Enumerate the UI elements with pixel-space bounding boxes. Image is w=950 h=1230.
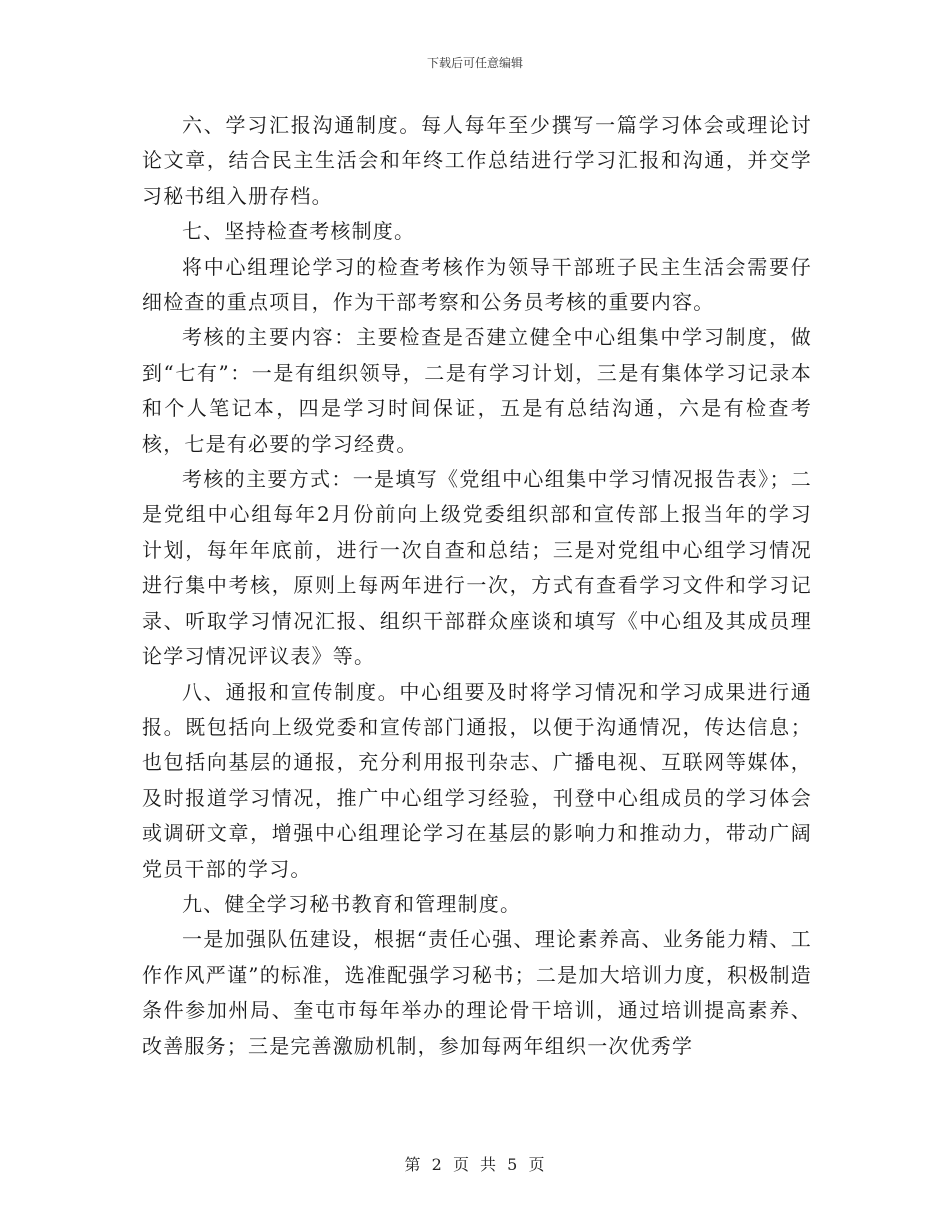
paragraph-section-6: 六、学习汇报沟通制度。每人每年至少撰写一篇学习体会或理论讨论文章，结合民主生活会和年终工作总结进行学习汇报和沟通，并交学习秘书组入册存档。 [142,113,812,208]
paragraph-section-7-body: 将中心组理论学习的检查考核作为领导干部班子民主生活会需要仔细检查的重点项目，作为干部考察和公务员考核的重要内容。 [142,254,812,315]
page-footer [0,1152,950,1175]
footer-prefix: 第 [404,1155,422,1174]
footer-suffix: 页 [528,1155,546,1174]
paragraph-section-9-heading: 九、健全学习秘书教育和管理制度。 [182,891,522,916]
footer-current-page: 2 [431,1155,443,1174]
paragraph-section-9-body: 一是加强队伍建设，根据“责任心强、理论素养高、业务能力精、工作作风严谨”的标准，选准配强学习秘书；二是加大培训力度，积极制造条件参加州局、奎屯市每年举办的理论骨干培训，通过培训提高素养、改善服务；三是完善激励机制，参加每两年组织一次优秀学 [142,927,812,1058]
document-body [142,108,812,1064]
footer-total-prefix: 共 [480,1155,498,1174]
paragraph-section-7-heading: 七、坚持检查考核制度。 [182,219,416,244]
header-note: 下载后可任意编辑 [426,56,523,70]
paragraph-assessment-methods: 考核的主要方式：一是填写《党组中心组集中学习情况报告表》；二是党组中心组每年2月份前向上级党委组织部和宣传部上报当年的学习计划，每年年底前，进行一次自查和总结；三是对党组中心组学习情况进行集中考核，原则上每两年进行一次，方式有查看学习文件和学习记录、听取学习情况汇报、组织干部群众座谈和填写《中心组及其成员理论学习情况评议表》等。 [142,467,812,669]
paragraph-assessment-content: 考核的主要内容：主要检查是否建立健全中心组集中学习制度，做到“七有”：一是有组织领导，二是有学习计划，三是有集体学习记录本和个人笔记本，四是学习时间保证，五是有总结沟通，六是有检查考核，七是有必要的学习经费。 [142,325,812,456]
footer-total-pages: 5 [507,1155,519,1174]
paragraph-section-8: 八、通报和宣传制度。中心组要及时将学习情况和学习成果进行通报。既包括向上级党委和宣传部门通报，以便于沟通情况，传达信息；也包括向基层的通报，充分利用报刊杂志、广播电视、互联网等媒体，及时报道学习情况，推广中心组学习经验，刊登中心组成员的学习体会或调研文章，增强中心组理论学习在基层的影响力和推动力，带动广阔党员干部的学习。 [142,679,812,881]
footer-page-word: 页 [452,1155,470,1174]
